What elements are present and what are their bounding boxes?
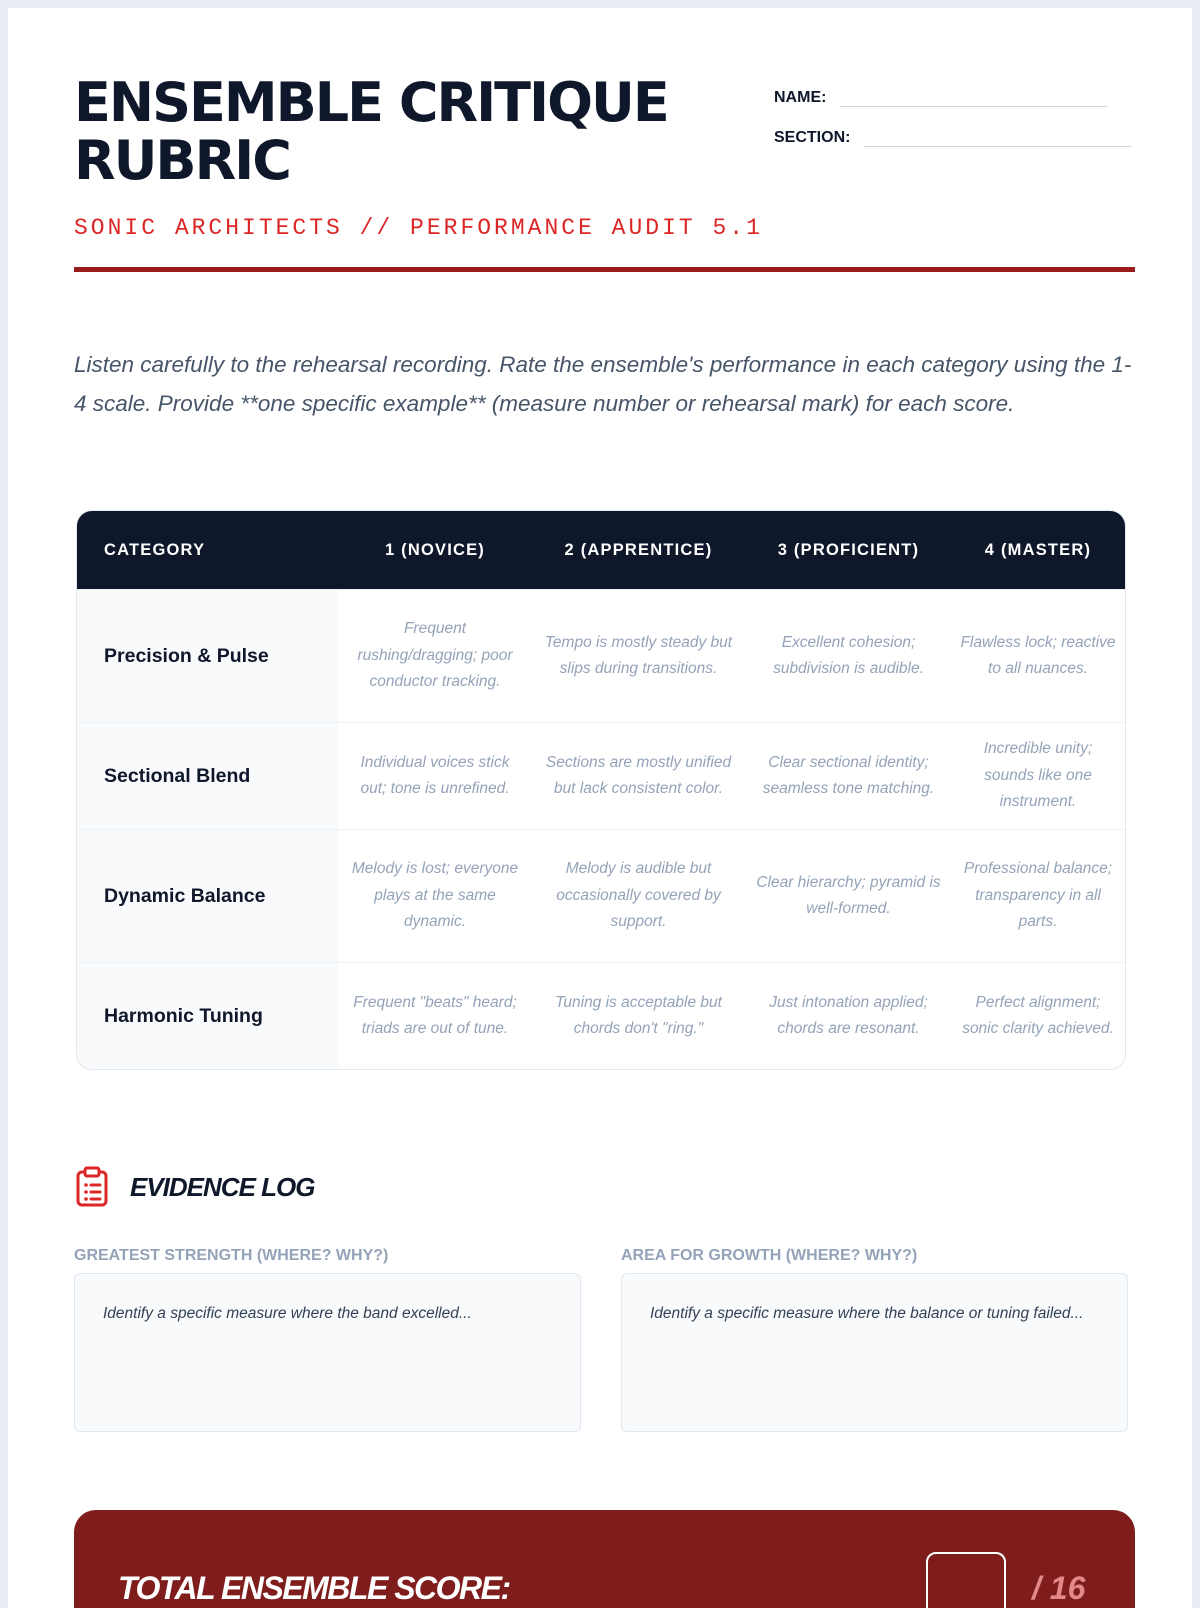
table-row bbox=[77, 963, 1125, 1070]
total-score-panel bbox=[74, 1510, 1135, 1608]
level-cell[interactable]: Perfect alignment; sonic clarity achieved. bbox=[951, 963, 1125, 1070]
level-cell[interactable]: Flawless lock; reactive to all nuances. bbox=[951, 590, 1125, 723]
level-cell[interactable]: Excellent cohesion; subdivision is audible. bbox=[746, 590, 951, 723]
level-cell[interactable]: Incredible unity; sounds like one instrument. bbox=[951, 723, 1125, 830]
category-cell: Precision & Pulse bbox=[77, 590, 339, 723]
strength-textarea[interactable]: Identify a specific measure where the band excelled... bbox=[74, 1273, 581, 1432]
level-cell[interactable]: Frequent "beats" heard; triads are out of tune. bbox=[339, 963, 531, 1070]
title-line-2: RUBRIC bbox=[74, 129, 290, 192]
rubric-table bbox=[76, 510, 1126, 1070]
level-cell[interactable]: Clear hierarchy; pyramid is well-formed. bbox=[746, 830, 951, 963]
strength-label: GREATEST STRENGTH (WHERE? WHY?) bbox=[74, 1247, 389, 1264]
rubric-page bbox=[8, 8, 1192, 1608]
level-cell[interactable]: Professional balance; transparency in all parts. bbox=[951, 830, 1125, 963]
clipboard-list-icon bbox=[74, 1166, 110, 1208]
table-row bbox=[77, 830, 1125, 963]
level-cell[interactable]: Individual voices stick out; tone is unrefined. bbox=[339, 723, 531, 830]
column-header-apprentice: 2 (APPRENTICE) bbox=[531, 511, 746, 590]
level-cell[interactable]: Clear sectional identity; seamless tone matching. bbox=[746, 723, 951, 830]
name-row bbox=[774, 84, 1107, 107]
title-line-1: ENSEMBLE CRITIQUE bbox=[74, 71, 668, 134]
growth-textarea[interactable]: Identify a specific measure where the balance or tuning failed... bbox=[621, 1273, 1128, 1432]
instructions: Listen carefully to the rehearsal recording. Rate the ensemble's performance in each category using the 1-4 scale. Provide **one specific example** (measure number or rehearsal mark) for each score. bbox=[74, 352, 1132, 416]
section-row bbox=[774, 124, 1131, 147]
category-cell: Sectional Blend bbox=[77, 723, 339, 830]
category-cell: Harmonic Tuning bbox=[77, 963, 339, 1070]
growth-section bbox=[621, 1244, 1128, 1432]
header-divider bbox=[74, 267, 1135, 272]
table-row bbox=[77, 723, 1125, 830]
level-cell[interactable]: Frequent rushing/dragging; poor conductor tracking. bbox=[339, 590, 531, 723]
column-header-proficient: 3 (PROFICIENT) bbox=[746, 511, 951, 590]
section-field[interactable] bbox=[864, 124, 1131, 147]
page-title bbox=[74, 71, 724, 192]
category-cell: Dynamic Balance bbox=[77, 830, 339, 963]
level-cell[interactable]: Tempo is mostly steady but slips during transitions. bbox=[531, 590, 746, 723]
column-header-novice: 1 (NOVICE) bbox=[339, 511, 531, 590]
growth-label: AREA FOR GROWTH (WHERE? WHY?) bbox=[621, 1247, 918, 1264]
strength-section bbox=[74, 1244, 581, 1432]
level-cell[interactable]: Just intonation applied; chords are resonant. bbox=[746, 963, 951, 1070]
level-cell[interactable]: Sections are mostly unified but lack consistent color. bbox=[531, 723, 746, 830]
rubric-header-row bbox=[77, 511, 1125, 590]
level-cell[interactable]: Melody is audible but occasionally covered by support. bbox=[531, 830, 746, 963]
level-cell[interactable]: Tuning is acceptable but chords don't "ring." bbox=[531, 963, 746, 1070]
column-header-master: 4 (MASTER) bbox=[951, 511, 1125, 590]
page-subtitle: SONIC ARCHITECTS // PERFORMANCE AUDIT 5.1 bbox=[74, 215, 763, 241]
column-header-category: CATEGORY bbox=[77, 511, 339, 590]
section-label: SECTION: bbox=[774, 129, 851, 146]
total-score-max: / 16 bbox=[1032, 1570, 1086, 1606]
evidence-log-header bbox=[74, 1166, 314, 1208]
name-field[interactable] bbox=[840, 84, 1107, 107]
level-cell[interactable]: Melody is lost; everyone plays at the same dynamic. bbox=[339, 830, 531, 963]
table-row bbox=[77, 590, 1125, 723]
evidence-log-title: EVIDENCE LOG bbox=[130, 1171, 315, 1202]
total-score-label: TOTAL ENSEMBLE SCORE: bbox=[118, 1570, 510, 1606]
name-label: NAME: bbox=[774, 89, 827, 106]
